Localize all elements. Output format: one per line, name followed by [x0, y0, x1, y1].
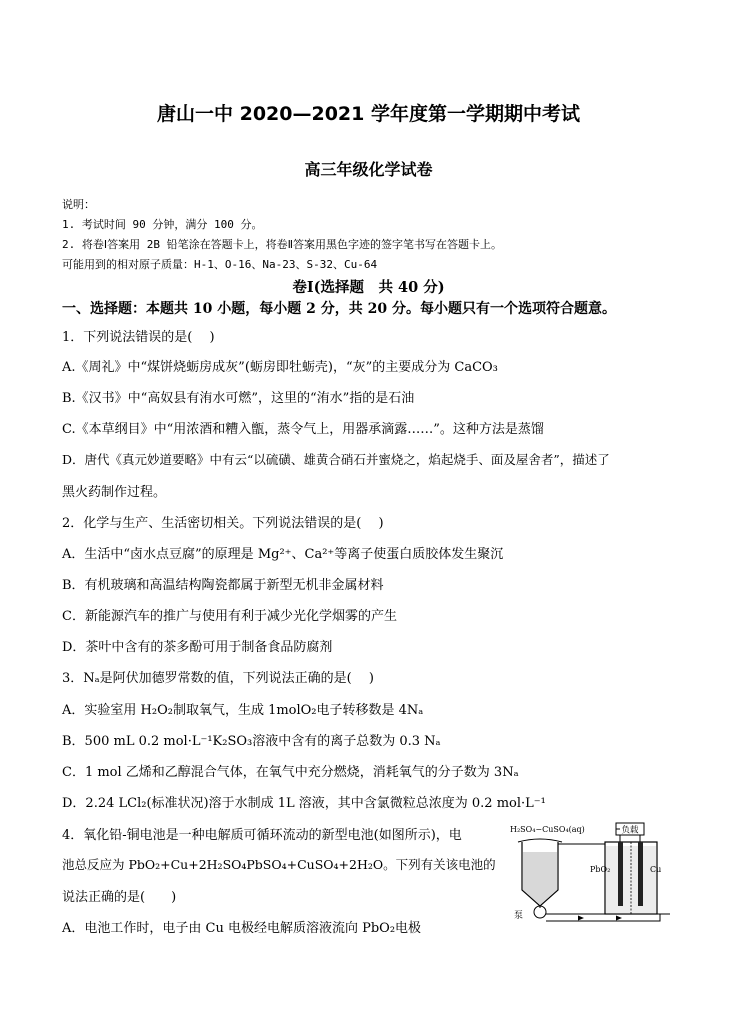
option-d-continued: 黑火药制作过程。 — [62, 485, 167, 500]
inlet-pipe — [518, 839, 562, 842]
return-pipe — [558, 844, 605, 850]
solution-label: H₂SO₄−CuSO₄(aq) — [510, 825, 585, 834]
feed-pipe — [546, 914, 660, 921]
option-a: A．电池工作时，电子由 Cu 电极经电解质溶液流向 PbO₂电极 — [62, 921, 422, 936]
option-a: A.《周礼》中“煤饼烧蛎房成灰”(蛎房即牡蛎壳)，“灰”的主要成分为 CaCO₃ — [62, 360, 498, 375]
option-c: C．新能源汽车的推广与使用有利于减少光化学烟雾的产生 — [62, 609, 397, 624]
pump-label: 泵 — [514, 911, 524, 921]
question-stem: 2．化学与生产、生活密切相关。下列说法错误的是( ) — [62, 516, 384, 531]
page-subtitle: 高三年级化学试卷 — [304, 160, 433, 179]
load-label: 负载 — [621, 825, 639, 836]
option-b: B.《汉书》中“高奴县有洧水可燃”，这里的“洧水”指的是石油 — [62, 391, 415, 406]
pbo2-electrode — [618, 842, 623, 906]
part-heading: 一、选择题：本题共 10 小题，每小题 2 分，共 20 分。每小题只有一个选项符合题意。 — [62, 301, 616, 317]
option-d: D．茶叶中含有的茶多酚可用于制备食品防腐剂 — [62, 640, 333, 655]
question-stem: 说法正确的是( ) — [62, 890, 177, 905]
option-d: D．2.24 LCl₂(标准状况)溶于水制成 1L 溶液，其中含氯微粒总浓度为 0.2 mol·L⁻¹ — [62, 796, 546, 811]
option-a: A．实验室用 H₂O₂制取氧气，生成 1molO₂电子转移数是 4Nₐ — [62, 703, 424, 718]
section-heading: 卷Ⅰ(选择题 共 40 分) — [292, 279, 445, 296]
option-b: B．有机玻璃和高温结构陶瓷都属于新型无机非金属材料 — [62, 578, 384, 593]
cu-label: Cu — [650, 865, 662, 874]
question-stem: 1．下列说法错误的是( ) — [62, 330, 215, 345]
note-line: 1. 考试时间 90 分钟，满分 100 分。 — [62, 218, 263, 231]
note-heading: 说明： — [62, 198, 95, 211]
question-stem: 池总反应为 PbO₂+Cu+2H₂SO₄PbSO₄+CuSO₄+2H₂O。下列有关该电池的 — [62, 857, 496, 872]
option-c: C．1 mol 乙烯和乙醇混合气体，在氧气中充分燃烧，消耗氧气的分子数为 3Nₐ — [62, 765, 519, 780]
question-stem: 4．氧化铅-铜电池是一种电解质可循环流动的新型电池(如图所示)，电 — [62, 828, 462, 843]
note-line: 2. 将卷Ⅰ答案用 2B 铅笔涂在答题卡上，将卷Ⅱ答案用黑色字迹的签字笔书写在答题卡上。 — [62, 238, 503, 251]
page-title: 唐山一中 2020—2021 学年度第一学期期中考试 — [157, 103, 580, 125]
flow-arrow-icon — [578, 916, 584, 921]
reservoir-liquid — [523, 852, 557, 905]
note-atomic-masses: 可能用到的相对原子质量：H-1、O-16、Na-23、S-32、Cu-64 — [62, 258, 378, 271]
option-b: B．500 mL 0.2 mol·L⁻¹K₂SO₃溶液中含有的离子总数为 0.3 Nₐ — [62, 734, 441, 749]
option-d: D．唐代《真元妙道要略》中有云“以硫磺、雄黄合硝石并蜜烧之，焰起烧手、面及屋舍者”，描述了 — [62, 452, 610, 467]
question-stem: 3．Nₐ是阿伏加德罗常数的值，下列说法正确的是( ) — [62, 671, 374, 686]
cu-electrode — [638, 842, 643, 906]
flow-arrow-icon — [616, 916, 622, 921]
battery-diagram — [510, 822, 670, 930]
option-c: C.《本草纲目》中“用浓酒和糟入甑，蒸令气上，用器承滴露……”。这种方法是蒸馏 — [62, 422, 544, 437]
option-a: A．生活中“卤水点豆腐”的原理是 Mg²⁺、Ca²⁺等离子使蛋白质胶体发生聚沉 — [62, 547, 504, 562]
pbo2-label: PbO₂ — [590, 865, 611, 874]
